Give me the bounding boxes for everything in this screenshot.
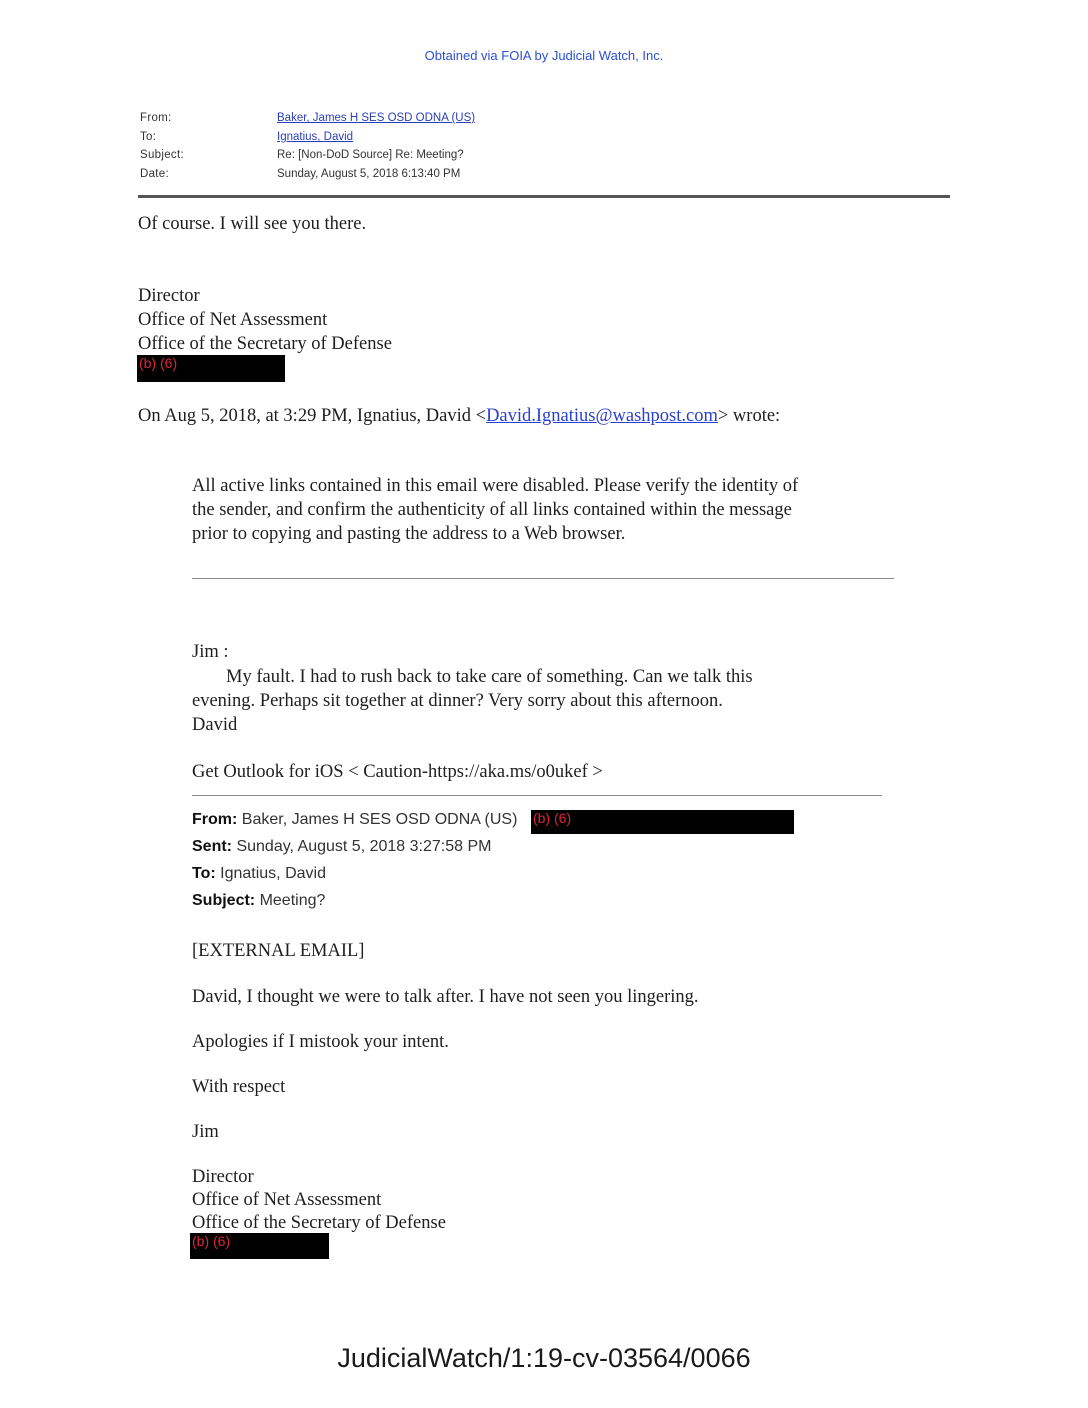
header-subject-label: Subject: bbox=[140, 149, 184, 161]
forward-from-label: From: bbox=[192, 811, 238, 828]
header-to-label: To: bbox=[140, 131, 157, 143]
forward-divider bbox=[192, 795, 882, 796]
forward-sent-value: Sunday, August 5, 2018 3:27:58 PM bbox=[236, 838, 492, 855]
header-to-value[interactable] bbox=[277, 131, 353, 143]
header-from-value[interactable] bbox=[277, 112, 475, 124]
david-line-1: My fault. I had to rush back to take care of something. Can we talk this bbox=[226, 667, 753, 687]
header-divider bbox=[138, 195, 950, 198]
header-subject-value: Re: [Non-DoD Source] Re: Meeting? bbox=[277, 149, 464, 161]
original-line-3: With respect bbox=[192, 1077, 286, 1097]
sender-email-link[interactable]: David.Ignatius@washpost.com bbox=[486, 406, 718, 426]
redaction-box bbox=[531, 810, 794, 834]
david-line-2: evening. Perhaps sit together at dinner? Very sorry about this afternoon. bbox=[192, 691, 723, 711]
header-date-value: Sunday, August 5, 2018 6:13:40 PM bbox=[277, 168, 461, 180]
original-line-4: Jim bbox=[192, 1122, 219, 1142]
outlook-ios-line: Get Outlook for iOS < Caution-https://aka.ms/o0ukef > bbox=[192, 762, 603, 782]
quote-intro-suffix: > wrote: bbox=[717, 406, 781, 426]
redaction-box bbox=[190, 1233, 329, 1259]
reply-text: Of course. I will see you there. bbox=[138, 214, 367, 234]
original-signature-office: Office of Net Assessment bbox=[192, 1190, 382, 1210]
foia-banner: Obtained via FOIA by Judicial Watch, Inc. bbox=[424, 48, 664, 63]
caution-line-3: prior to copying and pasting the address to a Web browser. bbox=[192, 524, 626, 544]
caution-line-1: All active links contained in this email were disabled. Please verify the identity of bbox=[192, 476, 799, 496]
caution-divider bbox=[192, 578, 894, 579]
original-signature-department: Office of the Secretary of Defense bbox=[192, 1213, 446, 1233]
forward-sent-label: Sent: bbox=[192, 838, 232, 855]
redaction-code: (b) (6) bbox=[139, 355, 178, 371]
forward-to-label: To: bbox=[192, 865, 216, 882]
forward-from-line bbox=[192, 811, 517, 829]
redaction-code: (b) (6) bbox=[533, 810, 572, 826]
forward-subject-line bbox=[192, 892, 325, 910]
forward-subject-label: Subject: bbox=[192, 892, 256, 909]
david-greeting: Jim : bbox=[192, 642, 229, 662]
forward-to-value: Ignatius, David bbox=[220, 865, 326, 882]
reply-signature-title: Director bbox=[138, 286, 200, 306]
bates-number: JudicialWatch/1:19-cv-03564/0066 bbox=[337, 1343, 751, 1373]
forward-from-value: Baker, James H SES OSD ODNA (US) bbox=[241, 811, 518, 828]
redaction-code: (b) (6) bbox=[192, 1233, 231, 1249]
original-line-2: Apologies if I mistook your intent. bbox=[192, 1032, 449, 1052]
caution-line-2: the sender, and confirm the authenticity of all links contained within the message bbox=[192, 500, 792, 520]
quote-intro bbox=[138, 404, 780, 428]
external-email-tag: [EXTERNAL EMAIL] bbox=[192, 941, 365, 961]
reply-signature-office: Office of Net Assessment bbox=[138, 310, 328, 330]
original-signature-title: Director bbox=[192, 1167, 254, 1187]
original-line-1: David, I thought we were to talk after. I have not seen you lingering. bbox=[192, 987, 699, 1007]
header-to-link[interactable]: Ignatius, David bbox=[277, 131, 354, 143]
david-signoff: David bbox=[192, 715, 238, 735]
header-from-label: From: bbox=[140, 112, 172, 124]
reply-signature-department: Office of the Secretary of Defense bbox=[138, 334, 392, 354]
forward-sent-line bbox=[192, 838, 491, 856]
header-from-link[interactable]: Baker, James H SES OSD ODNA (US) bbox=[277, 112, 476, 124]
quote-intro-prefix: On Aug 5, 2018, at 3:29 PM, Ignatius, David < bbox=[138, 406, 487, 426]
forward-to-line bbox=[192, 865, 326, 883]
header-date-label: Date: bbox=[140, 168, 169, 180]
redaction-box bbox=[137, 355, 285, 382]
forward-subject-value: Meeting? bbox=[259, 892, 326, 909]
